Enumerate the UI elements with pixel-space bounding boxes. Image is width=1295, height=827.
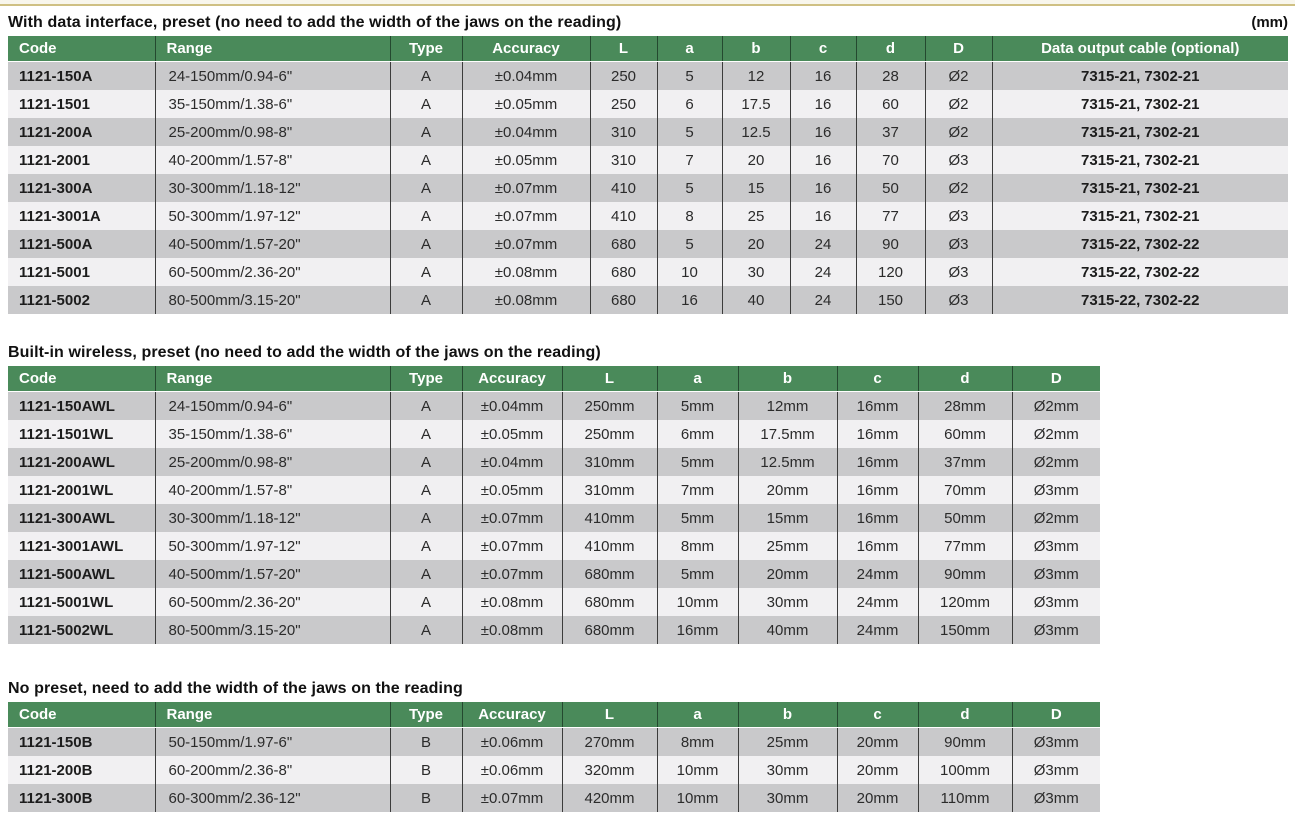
header-row [8,36,1288,62]
value-cell: 20 [722,230,790,258]
column-header-a: a [657,36,722,62]
value-cell: ±0.07mm [462,202,590,230]
code-cell: 1121-3001AWL [8,532,155,560]
value-cell: 37 [856,118,925,146]
range-cell: 40-200mm/1.57-8" [155,146,390,174]
cable-cell: 7315-21, 7302-21 [992,146,1288,174]
value-cell: 16 [790,202,856,230]
table-row [8,532,1100,560]
value-cell: 24mm [837,560,918,588]
value-cell: Ø3mm [1012,476,1100,504]
code-cell: 1121-300A [8,174,155,202]
value-cell: 16 [790,146,856,174]
value-cell: 310 [590,146,657,174]
range-cell: 35-150mm/1.38-6" [155,420,390,448]
value-cell: A [390,62,462,91]
value-cell: A [390,118,462,146]
range-cell: 25-200mm/0.98-8" [155,118,390,146]
value-cell: 100mm [918,756,1012,784]
value-cell: 16mm [837,532,918,560]
value-cell: 24mm [837,588,918,616]
top-border-line [0,4,1295,6]
value-cell: 5 [657,174,722,202]
value-cell: 310mm [562,476,657,504]
value-cell: 410mm [562,532,657,560]
value-cell: 17.5mm [738,420,837,448]
table-row [8,202,1288,230]
section-title: With data interface, preset (no need to add the width of the jaws on the reading) [8,14,622,31]
value-cell: A [390,202,462,230]
value-cell: 5mm [657,560,738,588]
value-cell: ±0.08mm [462,258,590,286]
value-cell: 77 [856,202,925,230]
value-cell: 40mm [738,616,837,644]
value-cell: ±0.07mm [462,560,562,588]
column-header-a: a [657,702,738,728]
value-cell: 110mm [918,784,1012,812]
code-cell: 1121-150A [8,62,155,91]
value-cell: 70mm [918,476,1012,504]
value-cell: ±0.04mm [462,62,590,91]
value-cell: B [390,728,462,757]
column-header-c: c [837,366,918,392]
value-cell: 24 [790,258,856,286]
value-cell: ±0.07mm [462,230,590,258]
column-header-d: d [918,366,1012,392]
column-header-range: Range [155,702,390,728]
table-row [8,174,1288,202]
range-cell: 40-500mm/1.57-20" [155,230,390,258]
range-cell: 60-500mm/2.36-20" [155,588,390,616]
value-cell: 10mm [657,588,738,616]
value-cell: 24 [790,230,856,258]
value-cell: A [390,286,462,314]
value-cell: 410mm [562,504,657,532]
value-cell: 20mm [837,784,918,812]
value-cell: 680 [590,258,657,286]
value-cell: ±0.07mm [462,504,562,532]
code-cell: 1121-1501 [8,90,155,118]
column-header-type: Type [390,36,462,62]
value-cell: 15 [722,174,790,202]
value-cell: 680 [590,286,657,314]
column-header-accuracy: Accuracy [462,702,562,728]
column-header-type: Type [390,702,462,728]
column-header-range: Range [155,36,390,62]
column-header-accuracy: Accuracy [462,36,590,62]
value-cell: 20mm [837,728,918,757]
value-cell: A [390,392,462,421]
code-cell: 1121-300AWL [8,504,155,532]
value-cell: 30 [722,258,790,286]
value-cell: ±0.04mm [462,118,590,146]
value-cell: 28 [856,62,925,91]
range-cell: 50-150mm/1.97-6" [155,728,390,757]
value-cell: 24mm [837,616,918,644]
column-header-b: b [722,36,790,62]
value-cell: 16mm [837,504,918,532]
value-cell: 37mm [918,448,1012,476]
cable-cell: 7315-22, 7302-22 [992,230,1288,258]
cable-cell: 7315-21, 7302-21 [992,90,1288,118]
value-cell: 30mm [738,588,837,616]
value-cell: Ø2mm [1012,504,1100,532]
range-cell: 25-200mm/0.98-8" [155,448,390,476]
value-cell: ±0.05mm [462,476,562,504]
value-cell: 420mm [562,784,657,812]
value-cell: A [390,504,462,532]
column-header-data-output-cable-optional: Data output cable (optional) [992,36,1288,62]
value-cell: B [390,784,462,812]
value-cell: Ø3mm [1012,588,1100,616]
code-cell: 1121-1501WL [8,420,155,448]
value-cell: 7mm [657,476,738,504]
value-cell: Ø3mm [1012,616,1100,644]
value-cell: B [390,756,462,784]
value-cell: 5 [657,230,722,258]
value-cell: 24 [790,286,856,314]
value-cell: 120 [856,258,925,286]
range-cell: 60-300mm/2.36-12" [155,784,390,812]
value-cell: Ø3 [925,230,992,258]
section-title-row [8,680,1288,698]
value-cell: Ø2mm [1012,392,1100,421]
value-cell: 20mm [738,476,837,504]
spec-table-no-preset [8,702,1100,812]
cable-cell: 7315-21, 7302-21 [992,174,1288,202]
table-row [8,588,1100,616]
value-cell: Ø3mm [1012,784,1100,812]
spec-table-data-interface [8,36,1288,314]
code-cell: 1121-2001 [8,146,155,174]
value-cell: 250mm [562,420,657,448]
value-cell: Ø3 [925,146,992,174]
value-cell: 16 [790,118,856,146]
range-cell: 30-300mm/1.18-12" [155,504,390,532]
column-header-l: L [590,36,657,62]
cable-cell: 7315-21, 7302-21 [992,118,1288,146]
column-header-code: Code [8,366,155,392]
code-cell: 1121-200B [8,756,155,784]
value-cell: ±0.06mm [462,728,562,757]
value-cell: 12 [722,62,790,91]
value-cell: 12.5 [722,118,790,146]
value-cell: ±0.05mm [462,420,562,448]
value-cell: 20 [722,146,790,174]
code-cell: 1121-150B [8,728,155,757]
value-cell: Ø2 [925,62,992,91]
value-cell: 50 [856,174,925,202]
range-cell: 80-500mm/3.15-20" [155,286,390,314]
code-cell: 1121-5002 [8,286,155,314]
table-row [8,560,1100,588]
value-cell: A [390,90,462,118]
value-cell: A [390,476,462,504]
value-cell: Ø2mm [1012,448,1100,476]
value-cell: 30mm [738,784,837,812]
value-cell: Ø3mm [1012,728,1100,757]
value-cell: Ø3 [925,286,992,314]
table-row [8,286,1288,314]
code-cell: 1121-2001WL [8,476,155,504]
value-cell: ±0.05mm [462,90,590,118]
value-cell: 40 [722,286,790,314]
value-cell: 680mm [562,560,657,588]
table-row [8,90,1288,118]
value-cell: 680 [590,230,657,258]
column-header-d: d [856,36,925,62]
cable-cell: 7315-22, 7302-22 [992,258,1288,286]
table-row [8,420,1100,448]
value-cell: Ø2mm [1012,420,1100,448]
value-cell: 8 [657,202,722,230]
value-cell: 16mm [837,448,918,476]
value-cell: 310 [590,118,657,146]
value-cell: 25 [722,202,790,230]
section-title-row [8,344,1288,362]
value-cell: 5 [657,62,722,91]
cable-cell: 7315-21, 7302-21 [992,62,1288,91]
value-cell: 120mm [918,588,1012,616]
value-cell: A [390,560,462,588]
value-cell: 90mm [918,560,1012,588]
value-cell: 6mm [657,420,738,448]
value-cell: 16mm [837,476,918,504]
value-cell: 30mm [738,756,837,784]
value-cell: 5mm [657,448,738,476]
cable-cell: 7315-21, 7302-21 [992,202,1288,230]
section-no-preset [0,680,1295,812]
unit-label: (mm) [1251,14,1288,31]
value-cell: 50mm [918,504,1012,532]
value-cell: 250 [590,90,657,118]
column-header-accuracy: Accuracy [462,366,562,392]
value-cell: 250 [590,62,657,91]
table-row [8,616,1100,644]
value-cell: 8mm [657,532,738,560]
value-cell: 150mm [918,616,1012,644]
cable-cell: 7315-22, 7302-22 [992,286,1288,314]
value-cell: 5mm [657,504,738,532]
table-row [8,118,1288,146]
value-cell: 90 [856,230,925,258]
column-header-l: L [562,366,657,392]
value-cell: 15mm [738,504,837,532]
table-row [8,448,1100,476]
code-cell: 1121-5001WL [8,588,155,616]
value-cell: 17.5 [722,90,790,118]
column-header-range: Range [155,366,390,392]
range-cell: 50-300mm/1.97-12" [155,202,390,230]
column-header-c: c [837,702,918,728]
column-header-d: D [1012,366,1100,392]
value-cell: 16 [790,174,856,202]
column-header-d: d [918,702,1012,728]
value-cell: 8mm [657,728,738,757]
value-cell: ±0.08mm [462,616,562,644]
code-cell: 1121-500AWL [8,560,155,588]
value-cell: 90mm [918,728,1012,757]
header-row [8,702,1100,728]
column-header-d: D [925,36,992,62]
column-header-type: Type [390,366,462,392]
value-cell: A [390,448,462,476]
column-header-l: L [562,702,657,728]
value-cell: 150 [856,286,925,314]
value-cell: Ø3mm [1012,756,1100,784]
range-cell: 50-300mm/1.97-12" [155,532,390,560]
value-cell: 77mm [918,532,1012,560]
value-cell: ±0.04mm [462,448,562,476]
value-cell: 7 [657,146,722,174]
value-cell: 12.5mm [738,448,837,476]
value-cell: Ø2 [925,118,992,146]
value-cell: ±0.07mm [462,784,562,812]
section-title: No preset, need to add the width of the jaws on the reading [8,680,463,697]
value-cell: 25mm [738,532,837,560]
value-cell: 12mm [738,392,837,421]
value-cell: 60mm [918,420,1012,448]
value-cell: 16 [790,62,856,91]
spec-table-built-in-wireless [8,366,1100,644]
value-cell: A [390,174,462,202]
value-cell: 25mm [738,728,837,757]
value-cell: A [390,532,462,560]
range-cell: 30-300mm/1.18-12" [155,174,390,202]
value-cell: 310mm [562,448,657,476]
range-cell: 40-200mm/1.57-8" [155,476,390,504]
value-cell: ±0.06mm [462,756,562,784]
value-cell: ±0.05mm [462,146,590,174]
value-cell: Ø3 [925,202,992,230]
value-cell: 680mm [562,616,657,644]
range-cell: 60-500mm/2.36-20" [155,258,390,286]
section-title-row [8,14,1288,32]
value-cell: 5mm [657,392,738,421]
value-cell: 410 [590,202,657,230]
value-cell: Ø3mm [1012,560,1100,588]
value-cell: Ø3 [925,258,992,286]
column-header-b: b [738,702,837,728]
value-cell: 250mm [562,392,657,421]
value-cell: 60 [856,90,925,118]
header-row [8,366,1100,392]
code-cell: 1121-500A [8,230,155,258]
code-cell: 1121-3001A [8,202,155,230]
value-cell: 320mm [562,756,657,784]
value-cell: 28mm [918,392,1012,421]
table-row [8,62,1288,91]
value-cell: 6 [657,90,722,118]
value-cell: 270mm [562,728,657,757]
range-cell: 60-200mm/2.36-8" [155,756,390,784]
column-header-code: Code [8,702,155,728]
value-cell: 16 [657,286,722,314]
value-cell: ±0.07mm [462,174,590,202]
value-cell: 16mm [837,392,918,421]
value-cell: 10mm [657,756,738,784]
value-cell: ±0.04mm [462,392,562,421]
table-row [8,784,1100,812]
value-cell: 16mm [657,616,738,644]
section-built-in-wireless [0,344,1295,644]
table-row [8,728,1100,757]
table-row [8,230,1288,258]
table-row [8,756,1100,784]
code-cell: 1121-200AWL [8,448,155,476]
range-cell: 40-500mm/1.57-20" [155,560,390,588]
column-header-b: b [738,366,837,392]
value-cell: 20mm [837,756,918,784]
value-cell: 680mm [562,588,657,616]
value-cell: 20mm [738,560,837,588]
code-cell: 1121-200A [8,118,155,146]
value-cell: 410 [590,174,657,202]
value-cell: A [390,230,462,258]
value-cell: Ø3mm [1012,532,1100,560]
value-cell: 16 [790,90,856,118]
table-row [8,146,1288,174]
table-row [8,258,1288,286]
value-cell: 16mm [837,420,918,448]
table-row [8,504,1100,532]
table-row [8,476,1100,504]
section-data-interface [0,14,1295,314]
value-cell: ±0.08mm [462,588,562,616]
value-cell: A [390,616,462,644]
code-cell: 1121-5002WL [8,616,155,644]
value-cell: A [390,588,462,616]
column-header-c: c [790,36,856,62]
column-header-a: a [657,366,738,392]
value-cell: A [390,420,462,448]
table-row [8,392,1100,421]
value-cell: 10 [657,258,722,286]
range-cell: 35-150mm/1.38-6" [155,90,390,118]
column-header-code: Code [8,36,155,62]
value-cell: Ø2 [925,90,992,118]
value-cell: 10mm [657,784,738,812]
code-cell: 1121-150AWL [8,392,155,421]
range-cell: 24-150mm/0.94-6" [155,62,390,91]
value-cell: 70 [856,146,925,174]
value-cell: Ø2 [925,174,992,202]
code-cell: 1121-5001 [8,258,155,286]
column-header-d: D [1012,702,1100,728]
value-cell: ±0.07mm [462,532,562,560]
value-cell: A [390,258,462,286]
value-cell: ±0.08mm [462,286,590,314]
value-cell: 5 [657,118,722,146]
value-cell: A [390,146,462,174]
range-cell: 24-150mm/0.94-6" [155,392,390,421]
range-cell: 80-500mm/3.15-20" [155,616,390,644]
code-cell: 1121-300B [8,784,155,812]
section-title: Built-in wireless, preset (no need to add the width of the jaws on the reading) [8,344,601,361]
